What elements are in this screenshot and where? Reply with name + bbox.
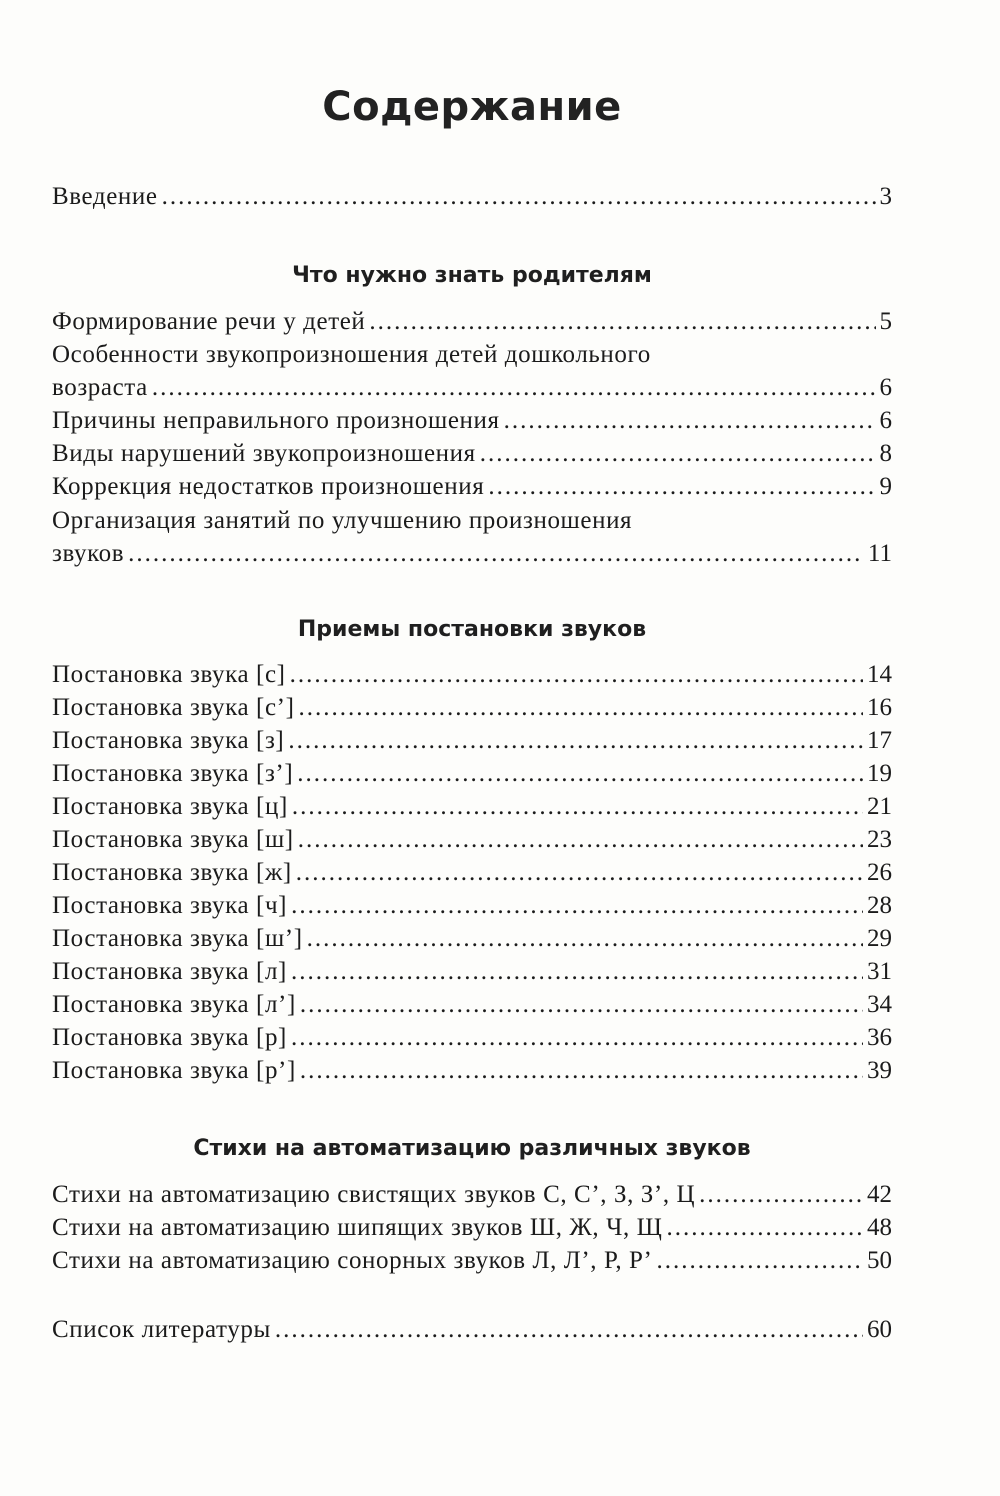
toc-entry-label: Стихи на автоматизацию сонорных звуков Л, Л’, Р, Р’ [52, 1247, 653, 1274]
toc-entry[interactable] [52, 437, 892, 470]
toc-entry-label: Постановка звука [р] [52, 1024, 287, 1051]
toc-entry-label: возраста [52, 374, 148, 401]
toc-page-number: 29 [867, 925, 892, 952]
toc-page-number: 50 [867, 1247, 892, 1274]
toc-entry-label: Постановка звука [ж] [52, 859, 292, 886]
toc-entry[interactable] [52, 757, 892, 790]
toc-entry-label: Постановка звука [л’] [52, 991, 296, 1018]
toc-entry-label: Введение [52, 183, 158, 210]
toc-entry[interactable] [52, 470, 892, 503]
toc-entry-label-line1: Особенности звукопроизношения детей дошкольного [52, 341, 651, 368]
dot-leader [300, 988, 863, 1021]
toc-page-number: 34 [867, 991, 892, 1018]
toc-entry-label: Стихи на автоматизацию свистящих звуков С, С’, З, З’, Ц [52, 1181, 696, 1208]
toc-entry[interactable] [52, 955, 892, 988]
toc-entry-label: Постановка звука [з] [52, 727, 285, 754]
dot-leader [275, 1313, 863, 1346]
toc-entry-label: Постановка звука [ч] [52, 892, 288, 919]
dot-leader [296, 856, 863, 889]
section-heading-techniques: Приемы постановки звуков [297, 617, 647, 642]
section-heading-poems: Стихи на автоматизацию различных звуков [193, 1136, 751, 1161]
toc-page-number: 16 [867, 694, 892, 721]
dot-leader [128, 537, 864, 570]
toc-entry-bibliography[interactable] [52, 1313, 892, 1346]
toc-entry[interactable] [52, 889, 892, 922]
toc-page-number: 6 [879, 407, 892, 434]
toc-entry-label: звуков [52, 540, 125, 567]
toc-page-number: 26 [867, 859, 892, 886]
toc-page-number: 48 [867, 1214, 892, 1241]
dot-leader [297, 757, 863, 790]
toc-page-number: 11 [867, 540, 892, 567]
toc-entry[interactable] [52, 856, 892, 889]
toc-entry-label: Формирование речи у детей [52, 308, 366, 335]
toc-entry[interactable] [52, 988, 892, 1021]
dot-leader [307, 922, 863, 955]
page-title: Содержание [322, 84, 622, 130]
toc-page-number: 3 [879, 183, 892, 210]
toc-page-number: 6 [879, 374, 892, 401]
toc-entry-label: Постановка звука [ш’] [52, 925, 303, 952]
toc-entry[interactable] [52, 790, 892, 823]
toc-page-number: 23 [867, 826, 892, 853]
toc-page-number: 42 [867, 1181, 892, 1208]
toc-entry[interactable] [52, 658, 892, 691]
toc-entry[interactable] [52, 305, 892, 338]
dot-leader [656, 1244, 863, 1277]
dot-leader [504, 404, 876, 437]
dot-leader [290, 658, 863, 691]
dot-leader [298, 823, 863, 856]
toc-entry-label: Стихи на автоматизацию шипящих звуков Ш, Ж, Ч, Щ [52, 1214, 663, 1241]
dot-leader [300, 1054, 863, 1087]
toc-entry-label: Постановка звука [р’] [52, 1057, 296, 1084]
toc-entry[interactable] [52, 1054, 892, 1087]
dot-leader [291, 889, 863, 922]
toc-entry[interactable] [52, 404, 892, 437]
toc-entry-label: Причины неправильного произношения [52, 407, 500, 434]
toc-entry-label: Список литературы [52, 1316, 271, 1343]
toc-entry-label: Постановка звука [с] [52, 661, 286, 688]
toc-entry-label: Постановка звука [л] [52, 958, 287, 985]
dot-leader [699, 1178, 863, 1211]
toc-entry-label: Постановка звука [ц] [52, 793, 288, 820]
toc-entry[interactable] [52, 922, 892, 955]
toc-page-number: 19 [867, 760, 892, 787]
toc-entry-label: Коррекция недостатков произношения [52, 473, 485, 500]
toc-page-number: 5 [879, 308, 892, 335]
toc-entry[interactable] [52, 724, 892, 757]
toc-entry-label: Постановка звука [с’] [52, 694, 295, 721]
section-heading-parents: Что нужно знать родителям [292, 263, 652, 288]
dot-leader [299, 691, 863, 724]
toc-entry[interactable] [52, 1244, 892, 1277]
dot-leader [488, 470, 875, 503]
toc-entry-intro[interactable] [52, 180, 892, 213]
toc-page-number: 28 [867, 892, 892, 919]
toc-page-number: 36 [867, 1024, 892, 1051]
toc-page-number: 17 [867, 727, 892, 754]
toc-entry[interactable] [52, 691, 892, 724]
dot-leader [667, 1211, 864, 1244]
toc-page-number: 21 [867, 793, 892, 820]
toc-entry-label: Постановка звука [з’] [52, 760, 294, 787]
dot-leader [292, 790, 863, 823]
dot-leader [162, 180, 876, 213]
toc-page-number: 31 [867, 958, 892, 985]
toc-entry[interactable] [52, 504, 892, 570]
toc-page-number: 9 [879, 473, 892, 500]
toc-entry[interactable] [52, 1021, 892, 1054]
toc-page-number: 8 [879, 440, 892, 467]
dot-leader [291, 1021, 863, 1054]
toc-page-number: 14 [867, 661, 892, 688]
dot-leader [291, 955, 863, 988]
dot-leader [288, 724, 863, 757]
toc-entry[interactable] [52, 823, 892, 856]
toc-entry[interactable] [52, 1211, 892, 1244]
toc-page-number: 39 [867, 1057, 892, 1084]
dot-leader [152, 371, 876, 404]
toc-entry-label: Постановка звука [ш] [52, 826, 294, 853]
toc-entry-label: Виды нарушений звукопроизношения [52, 440, 476, 467]
toc-page-number: 60 [867, 1316, 892, 1343]
toc-entry[interactable] [52, 338, 892, 404]
toc-entry-label-line1: Организация занятий по улучшению произношения [52, 507, 633, 534]
dot-leader [480, 437, 876, 470]
toc-entry[interactable] [52, 1178, 892, 1211]
dot-leader [369, 305, 875, 338]
